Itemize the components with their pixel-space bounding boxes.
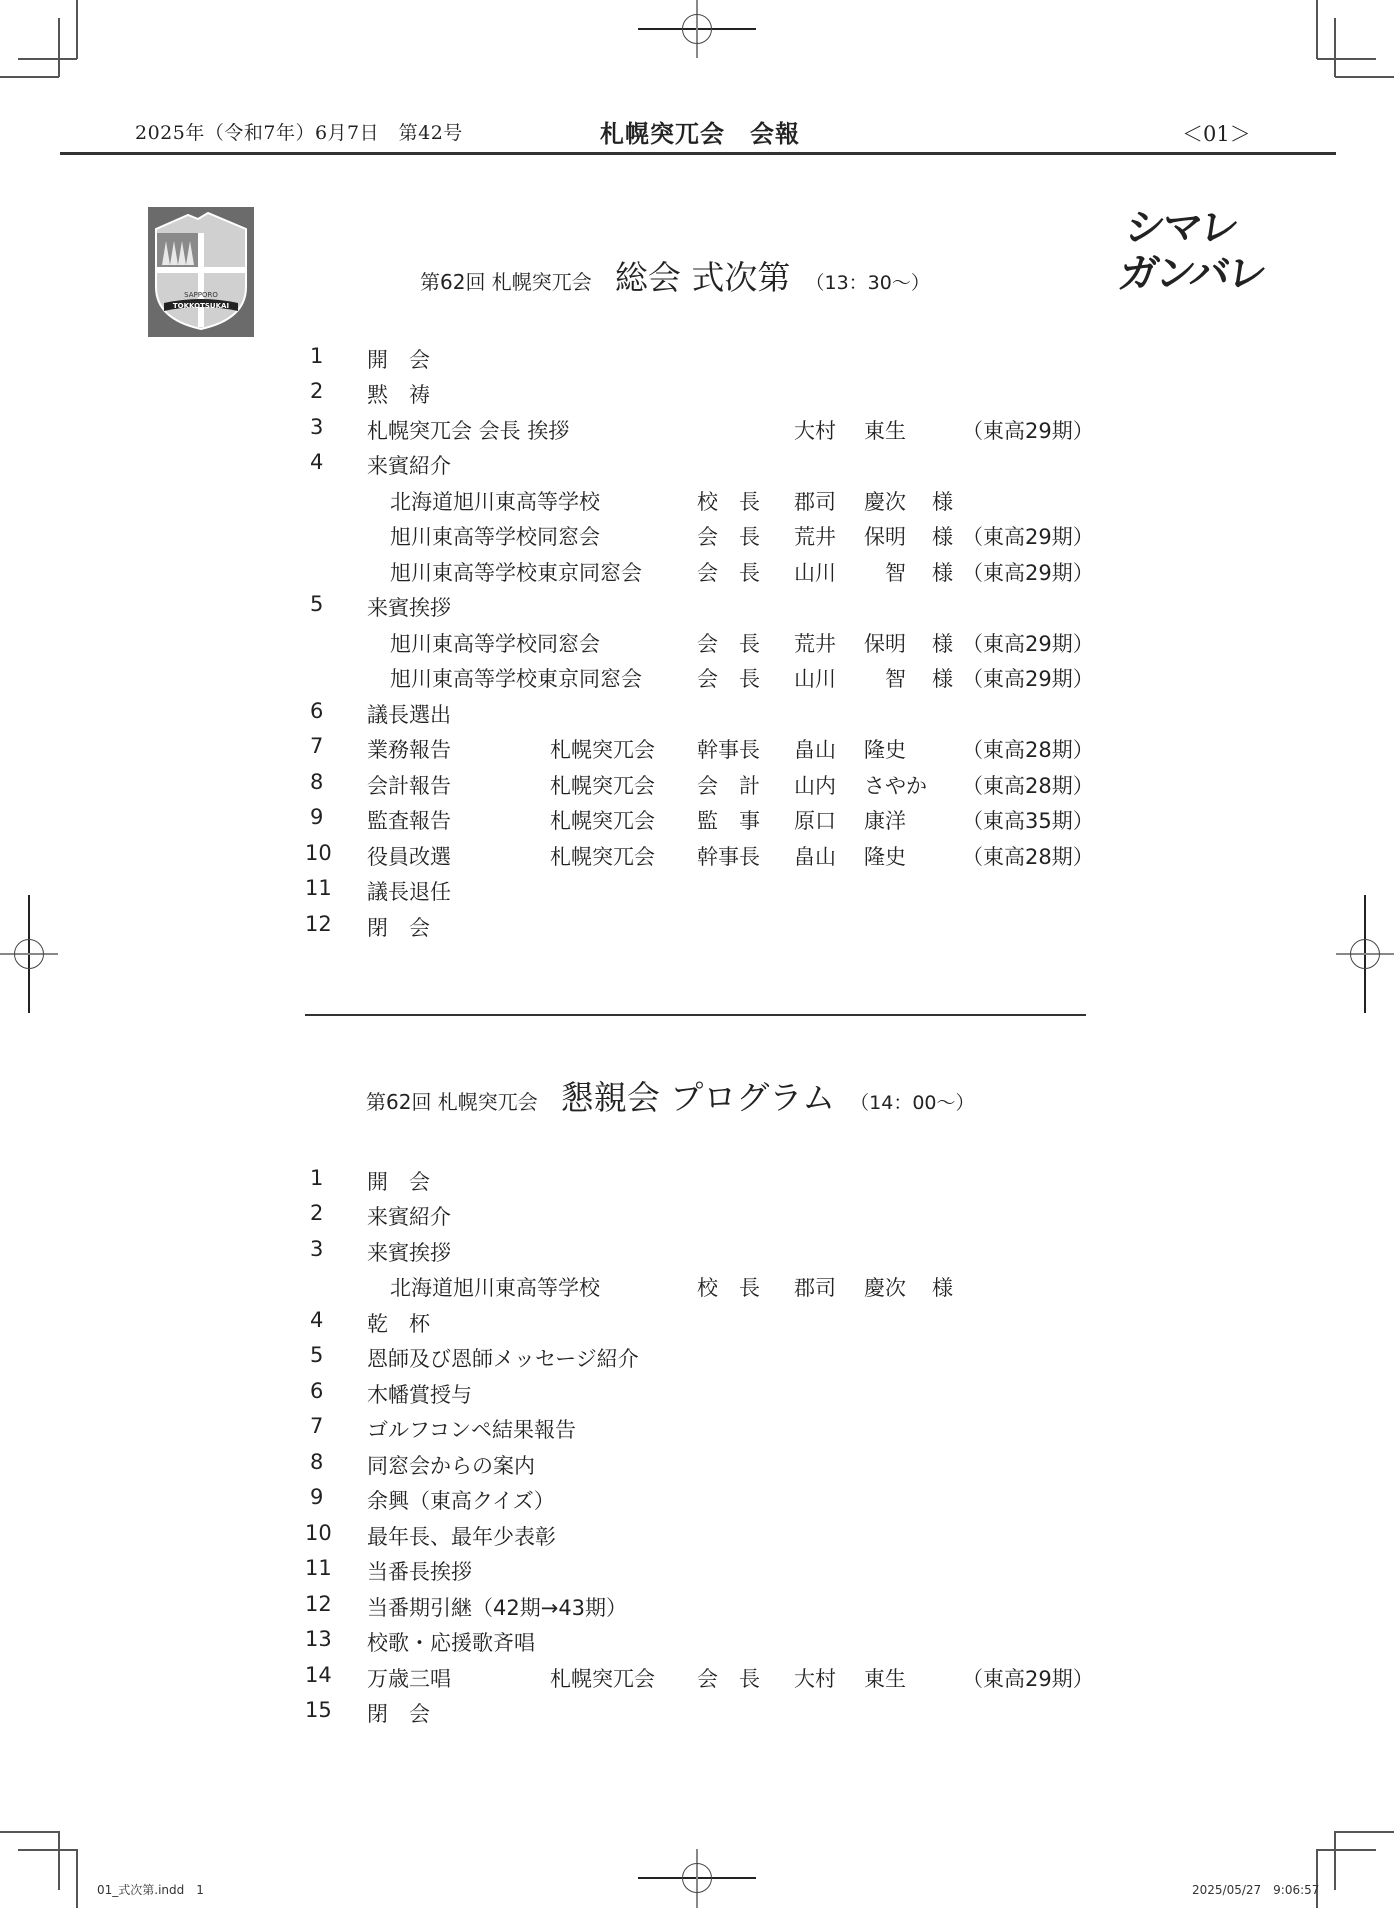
print-timestamp: 2025/05/27 9:06:57 (1192, 1883, 1320, 1897)
party-program-title: 第62回 札幌突兀会 懇親会 プログラム （14：00〜） (366, 1078, 975, 1117)
agenda-item: 7 業務報告 札幌突兀会 幹事長 畠山 隆史 （東高28期） (310, 734, 1094, 762)
crop-mark (58, 1831, 60, 1890)
agenda-subitem: 北海道旭川東高等学校 校 長 郡司 慶次 様 (390, 490, 953, 514)
agenda-subitem: 旭川東高等学校同窓会 会 長 荒井 保明 様 （東高29期） (390, 632, 1094, 656)
program-item: 13 校歌・応援歌斉唱 (305, 1627, 535, 1655)
slogan-brush-text: シマレ ガンバレ (1115, 205, 1268, 297)
crop-mark (1334, 1831, 1336, 1890)
program-subitem: 北海道旭川東高等学校 校 長 郡司 慶次 様 (390, 1276, 953, 1300)
header-rule (60, 152, 1336, 155)
program-item: 15 閉 会 (305, 1698, 430, 1726)
agenda-item: 12 閉 会 (305, 912, 430, 940)
agenda-item: 8 会計報告 札幌突兀会 会 計 山内 さやか （東高28期） (310, 770, 1094, 798)
agenda-item: 9 監査報告 札幌突兀会 監 事 原口 康洋 （東高35期） (310, 805, 1094, 833)
crop-mark (1316, 0, 1318, 59)
agenda-subitem: 旭川東高等学校東京同窓会 会 長 山川 智 様 （東高29期） (390, 667, 1094, 691)
indd-file-slug: 01_式次第.indd 1 (97, 1883, 204, 1897)
agenda-item: 3 札幌突兀会 会長 挨拶 大村 東生 （東高29期） (310, 415, 1094, 443)
page-number: ＜01＞ (1182, 122, 1251, 146)
program-item: 11 当番長挨拶 (305, 1556, 472, 1584)
crop-mark (1335, 1831, 1394, 1833)
crop-mark (18, 58, 77, 60)
crop-mark (0, 76, 59, 78)
agenda-subitem: 旭川東高等学校東京同窓会 会 長 山川 智 様 （東高29期） (390, 561, 1094, 585)
crop-mark (1316, 1849, 1318, 1908)
crop-mark (76, 0, 78, 59)
agenda-item: 5 来賓挨拶 (310, 592, 451, 620)
program-item: 14 万歳三唱 札幌突兀会 会 長 大村 東生 （東高29期） (305, 1663, 1094, 1691)
agenda-item: 4 来賓紹介 (310, 450, 451, 478)
program-item: 10 最年長、最年少表彰 (305, 1521, 556, 1549)
svg-text:TOKKOTSUKAI: TOKKOTSUKAI (172, 302, 230, 310)
crop-mark (0, 1831, 59, 1833)
svg-text:SAPPORO: SAPPORO (184, 291, 218, 299)
crop-mark (1334, 18, 1336, 77)
crop-mark (1317, 58, 1376, 60)
program-item: 6 木幡賞授与 (310, 1379, 472, 1407)
tokkotsukai-emblem-logo (148, 207, 254, 337)
general-meeting-title: 第62回 札幌突兀会 総会 式次第 （13：30〜） (420, 258, 930, 297)
publication-title: 札幌突兀会 会報 (600, 120, 800, 148)
crop-mark (1317, 1849, 1376, 1851)
program-item: 9 余興（東高クイズ） (310, 1485, 555, 1513)
program-item: 2 来賓紹介 (310, 1201, 451, 1229)
program-item: 1 開 会 (310, 1166, 430, 1194)
agenda-item: 11 議長退任 (305, 876, 451, 904)
agenda-item: 2 黙 祷 (310, 379, 430, 407)
agenda-subitem: 旭川東高等学校同窓会 会 長 荒井 保明 様 （東高29期） (390, 525, 1094, 549)
agenda-item: 10 役員改選 札幌突兀会 幹事長 畠山 隆史 （東高28期） (305, 841, 1094, 869)
crop-mark (1335, 76, 1394, 78)
agenda-item: 1 開 会 (310, 344, 430, 372)
crop-mark (18, 1849, 77, 1851)
program-item: 7 ゴルフコンペ結果報告 (310, 1414, 576, 1442)
program-item: 12 当番期引継（42期→43期） (305, 1592, 628, 1620)
crop-mark (58, 18, 60, 77)
agenda-item: 6 議長選出 (310, 699, 451, 727)
crop-mark (76, 1849, 78, 1908)
program-item: 8 同窓会からの案内 (310, 1450, 535, 1478)
section-divider (305, 1014, 1086, 1016)
issue-date: 2025年（令和7年）6月7日 第42号 (135, 122, 463, 144)
program-item: 4 乾 杯 (310, 1308, 430, 1336)
program-item: 3 来賓挨拶 (310, 1237, 451, 1265)
program-item: 5 恩師及び恩師メッセージ紹介 (310, 1343, 639, 1371)
